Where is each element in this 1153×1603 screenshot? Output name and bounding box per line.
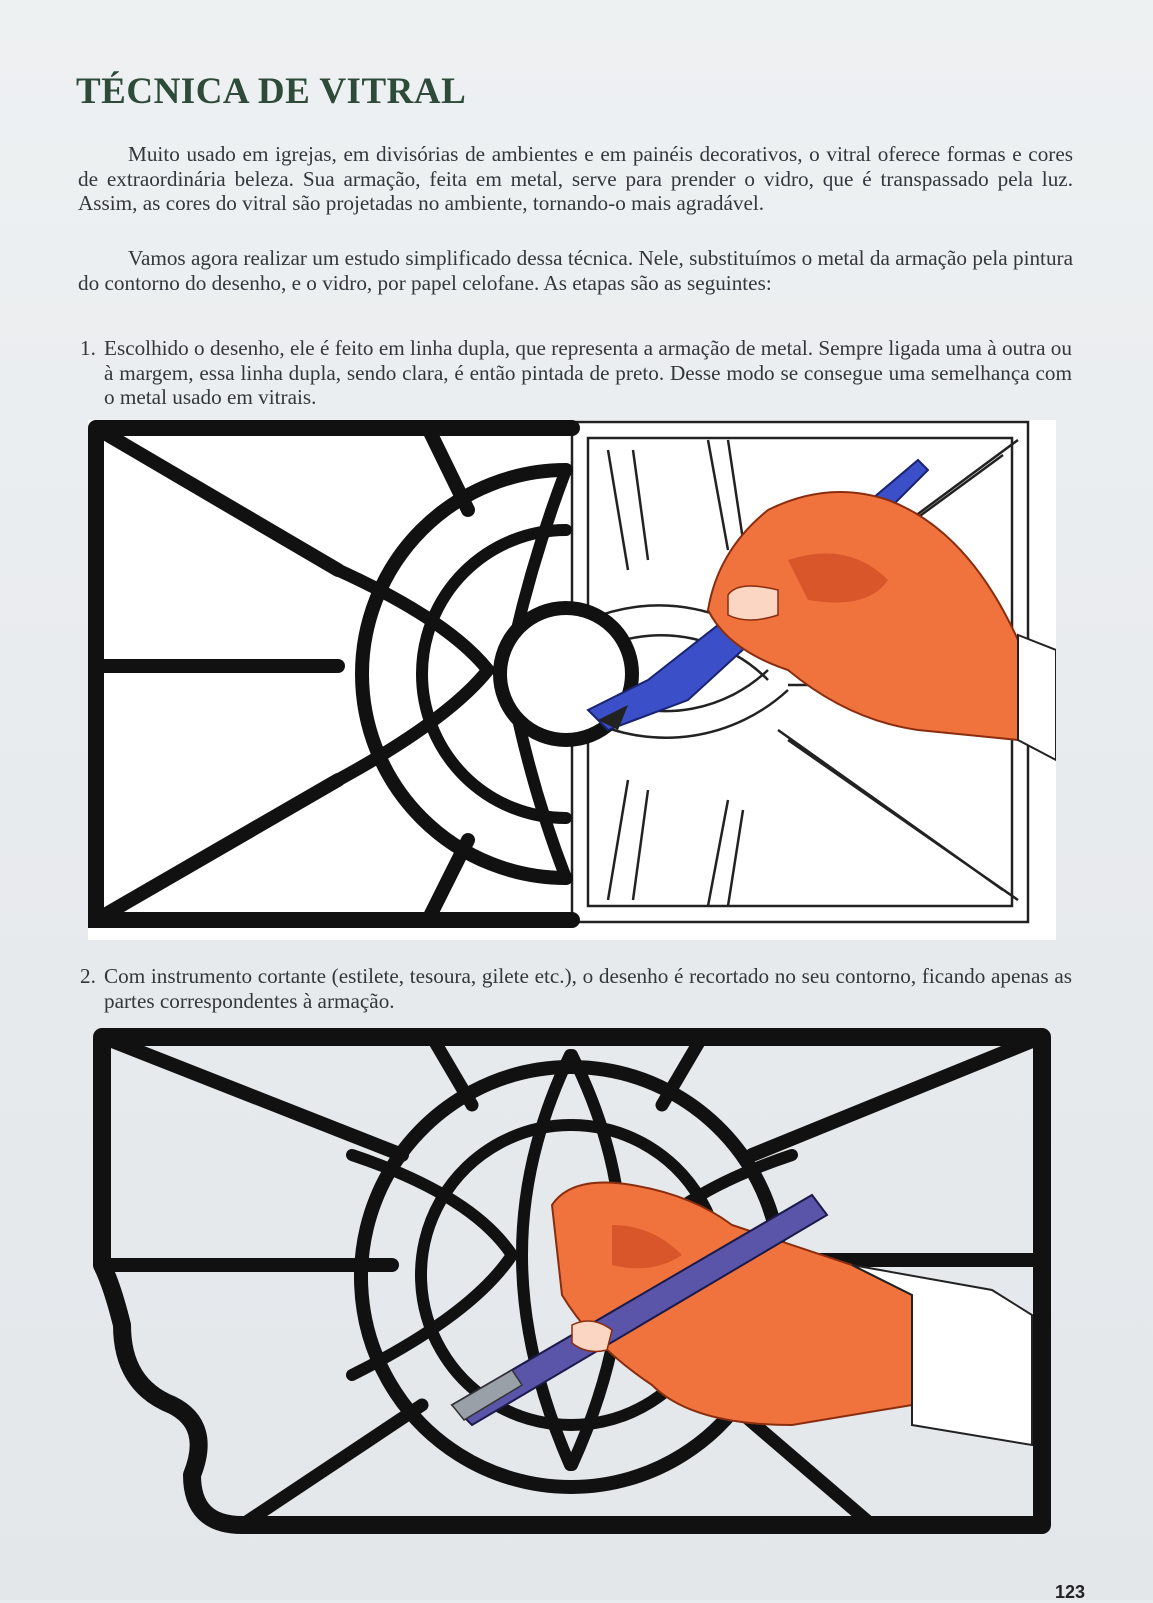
step-1 — [80, 336, 1072, 410]
step-1-number: 1. — [80, 336, 96, 360]
page-number: 123 — [1054, 1582, 1085, 1602]
step-1-text: Escolhido o desenho, ele é feito em linha dupla, que representa a armação de metal. Sempre ligada uma à outra ou à margem, essa linha dupla, sendo clara, é então pintada de preto. Desse modo se consegue uma semelhança com o metal usado em vitrais. — [104, 336, 1072, 410]
figure-painting-outline — [88, 420, 1056, 940]
figure-cutting-frame — [92, 1025, 1064, 1550]
page-title: TÉCNICA DE VITRAL — [76, 71, 467, 112]
intro-paragraph: Muito usado em igrejas, em divisórias de ambientes e em painéis decorativos, o vitral oferece formas e cores de extraordinária beleza. Sua armação, feita em metal, serve para prender o vidro, que é transpassado pela luz. Assim, as cores do vitral são projetadas no ambiente, tornando-o mais agradável. — [78, 142, 1073, 216]
method-paragraph: Vamos agora realizar um estudo simplificado dessa técnica. Nele, substituímos o metal da armação pela pintura do contorno do desenho, e o vidro, por papel celofane. As etapas são as seguintes: — [78, 246, 1073, 295]
step-2-text: Com instrumento cortante (estilete, tesoura, gilete etc.), o desenho é recortado no seu contorno, ficando apenas as partes correspondentes à armação. — [104, 964, 1072, 1013]
step-2-number: 2. — [80, 964, 96, 988]
hand-holding-cutter-illustration — [452, 1183, 1032, 1446]
step-2 — [80, 964, 1072, 1013]
